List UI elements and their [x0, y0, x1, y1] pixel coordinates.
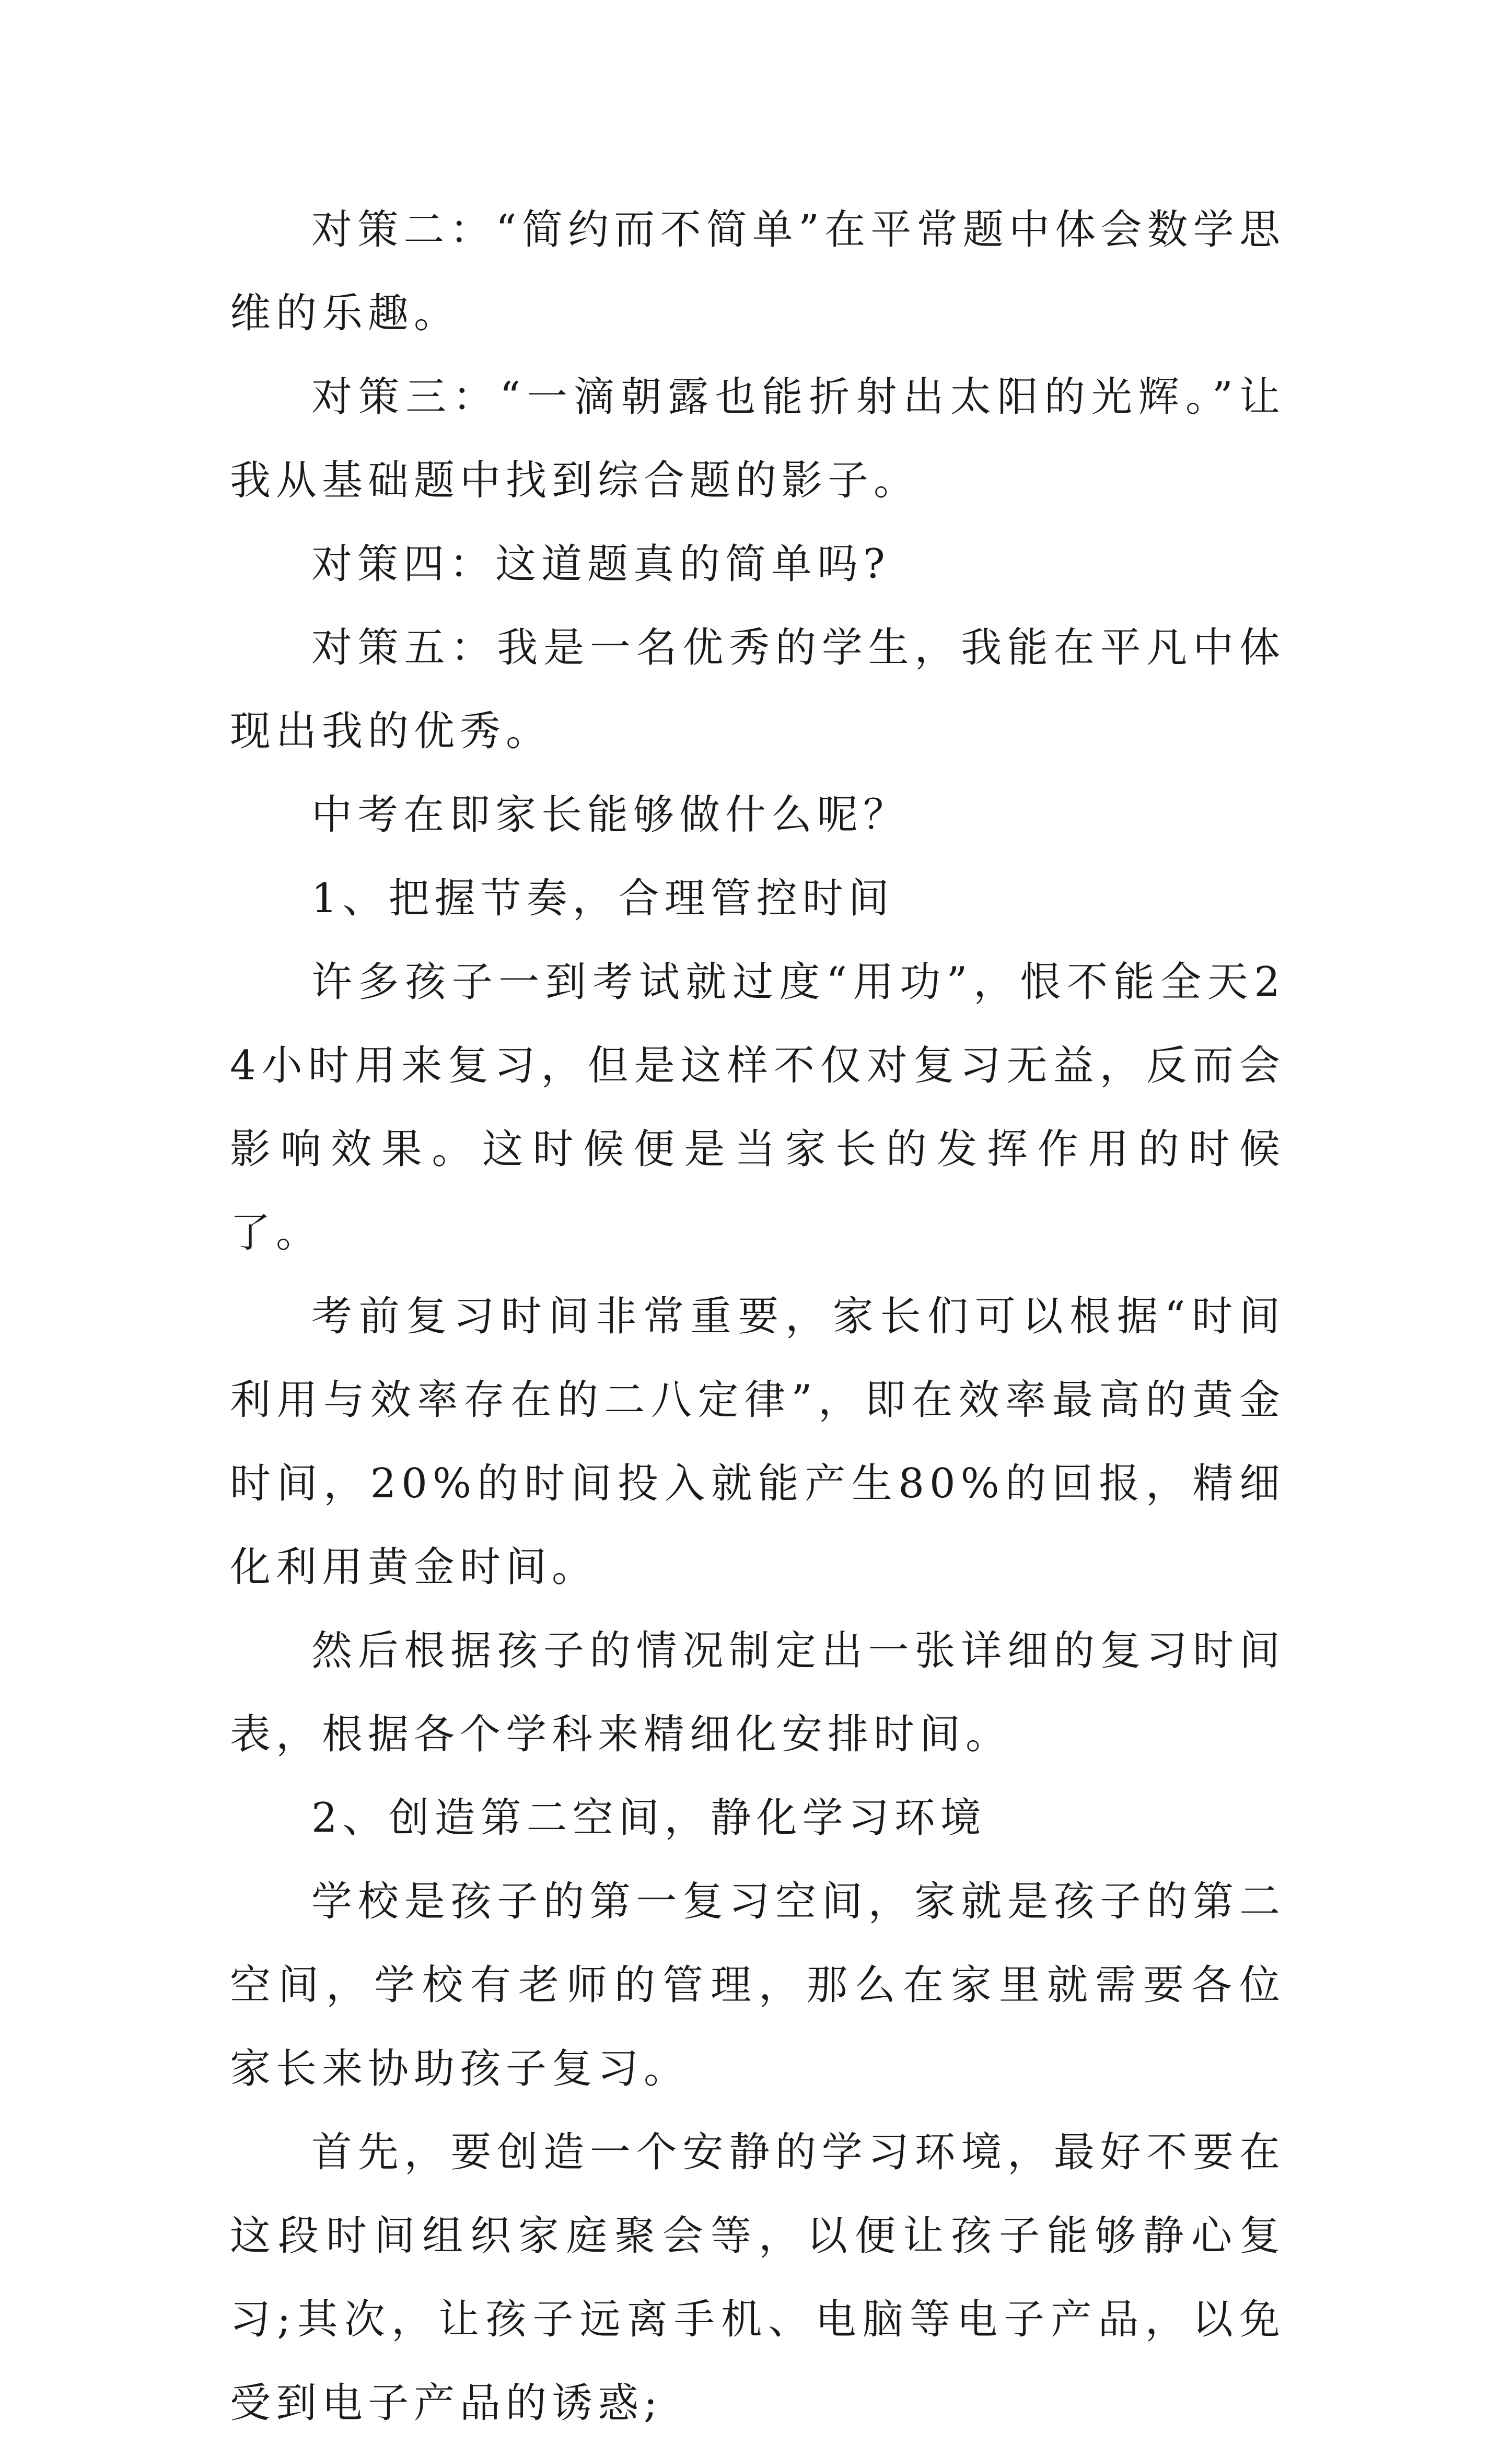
- paragraph-strategy-5: 对策五：我是一名优秀的学生，我能在平凡中体现出我的优秀。: [230, 624, 1285, 755]
- paragraph-schedule: 然后根据孩子的情况制定出一张详细的复习时间表，根据各个学科来精细化安排时间。: [230, 1627, 1285, 1758]
- paragraph-time-rule: 考前复习时间非常重要，家长们可以根据“时间利用与效率存在的二八定律”，即在效率最高的黄金时间，20%的时间投入就能产生80%的回报，精细化利用黄金时间。: [230, 1293, 1285, 1591]
- paragraph-second-space: 学校是孩子的第一复习空间，家就是孩子的第二空间，学校有老师的管理，那么在家里就需要各位家长来协助孩子复习。: [230, 1878, 1285, 2092]
- heading-section-1: 1、把握节奏，合理管控时间: [311, 875, 894, 922]
- paragraph-strategy-2: 对策二：“简约而不简单”在平常题中体会数学思维的乐趣。: [230, 206, 1285, 337]
- paragraph-quiet-environment: 首先，要创造一个安静的学习环境，最好不要在这段时间组织家庭聚会等，以便让孩子能够静心复习;其次，让孩子远离手机、电脑等电子产品，以免受到电子产品的诱惑;: [230, 2129, 1285, 2427]
- paragraph-strategy-4: 对策四：这道题真的简单吗?: [311, 541, 890, 588]
- document-body: [230, 188, 1285, 2445]
- paragraph-strategy-3: 对策三：“一滴朝露也能折射出太阳的光辉。”让我从基础题中找到综合题的影子。: [230, 374, 1285, 504]
- paragraph-parents-question: 中考在即家长能够做什么呢？: [311, 791, 910, 839]
- paragraph-overwork: 许多孩子一到考试就过度“用功”，恨不能全天24小时用来复习，但是这样不仅对复习无益，反而会影响效果。这时候便是当家长的发挥作用的时候了。: [230, 959, 1285, 1256]
- heading-section-2: 2、创造第二空间，静化学习环境: [311, 1795, 986, 1842]
